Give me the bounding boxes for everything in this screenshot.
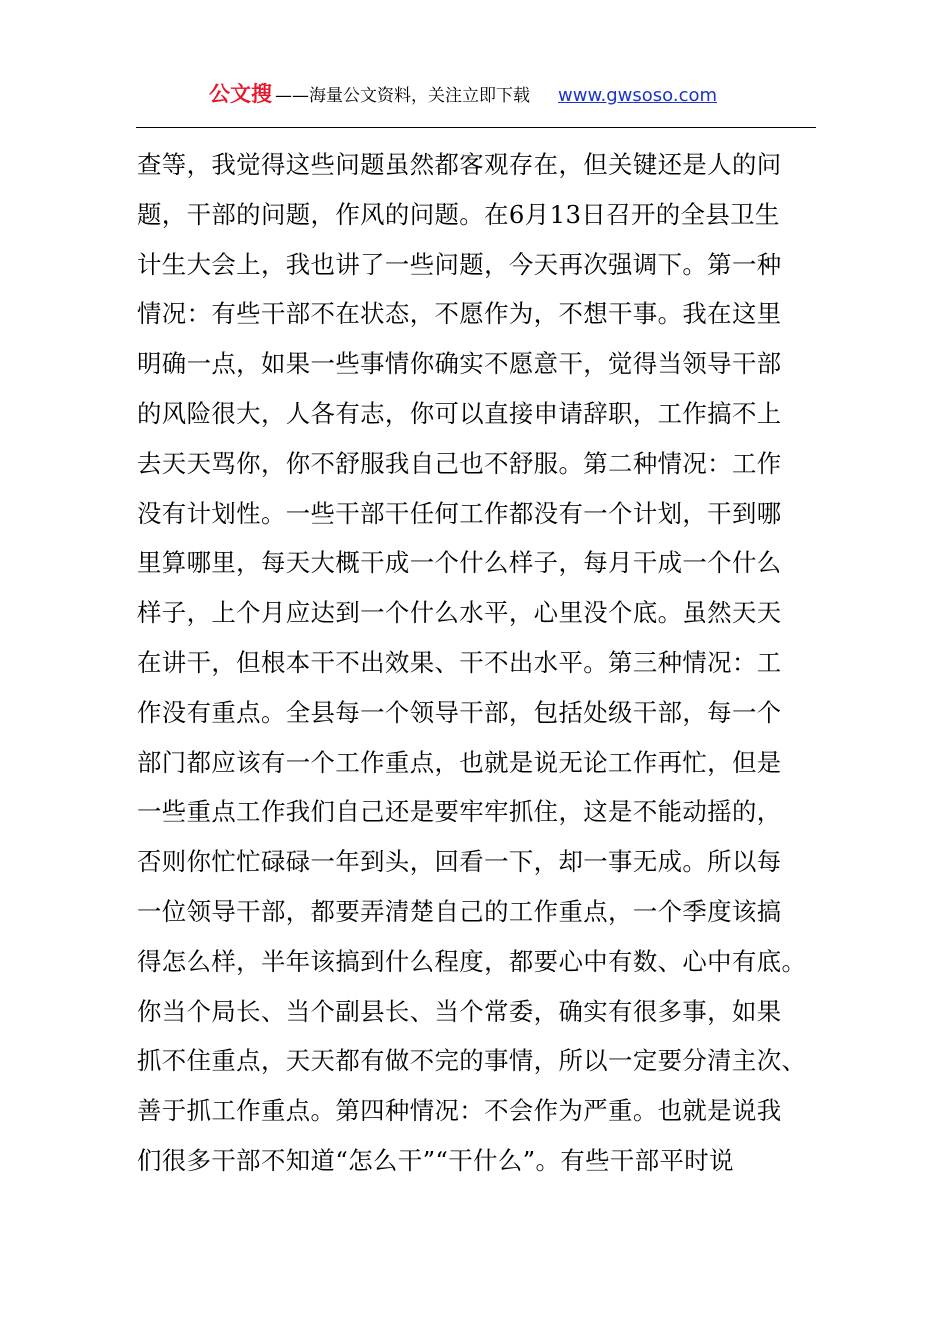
text-line: 样子，上个月应达到一个什么水平，心里没个底。虽然天天 [137, 598, 782, 628]
text-line: 计生大会上，我也讲了一些问题，今天再次强调下。第一种 [137, 249, 782, 279]
header-divider [136, 127, 816, 128]
text-line: 情况：有些干部不在状态，不愿作为，不想干事。我在这里 [137, 299, 782, 329]
text-line: 抓不住重点，天天都有做不完的事情，所以一定要分清主次、 [137, 1046, 807, 1076]
brand-name: 公文搜 [209, 82, 272, 106]
text-line: 查等，我觉得这些问题虽然都客观存在，但关键还是人的问 [137, 150, 782, 179]
text-line: 们很多干部不知道“怎么干”“干什么”。有些干部平时说 [137, 1145, 734, 1175]
text-line: 部门都应该有一个工作重点，也就是说无论工作再忙，但是 [137, 747, 782, 777]
website-link[interactable]: www.gwsoso.com [558, 85, 718, 106]
text-line: 明确一点，如果一些事情你确实不愿意干，觉得当领导干部 [137, 349, 782, 379]
text-line: 一些重点工作我们自己还是要牢牢抓住，这是不能动摇的， [137, 797, 782, 827]
text-line: 善于抓工作重点。第四种情况：不会作为严重。也就是说我 [137, 1096, 782, 1126]
text-line: 在讲干，但根本干不出效果、干不出水平。第三种情况：工 [137, 647, 782, 677]
text-line: 题，干部的问题，作风的问题。在6月13日召开的全县卫生 [137, 199, 780, 229]
text-line: 得怎么样，半年该搞到什么程度，都要心中有数、心中有底。 [137, 946, 807, 976]
text-line: 的风险很大，人各有志，你可以直接申请辞职，工作搞不上 [137, 398, 782, 428]
header-slogan: ——海量公文资料，关注立即下载 [275, 86, 530, 106]
document-body [137, 140, 857, 1186]
text-line: 否则你忙忙碌碌一年到头，回看一下，却一事无成。所以每 [137, 847, 782, 877]
text-line: 作没有重点。全县每一个领导干部，包括处级干部，每一个 [137, 697, 782, 727]
text-line: 你当个局长、当个副县长、当个常委，确实有很多事，如果 [137, 996, 782, 1026]
text-line: 去天天骂你，你不舒服我自己也不舒服。第二种情况：工作 [137, 448, 782, 478]
text-line: 没有计划性。一些干部干任何工作都没有一个计划，干到哪 [137, 498, 782, 528]
page-header [136, 78, 816, 112]
text-line: 里算哪里，每天大概干成一个什么样子，每月干成一个什么 [137, 548, 782, 578]
text-line: 一位领导干部，都要弄清楚自己的工作重点，一个季度该搞 [137, 896, 782, 926]
